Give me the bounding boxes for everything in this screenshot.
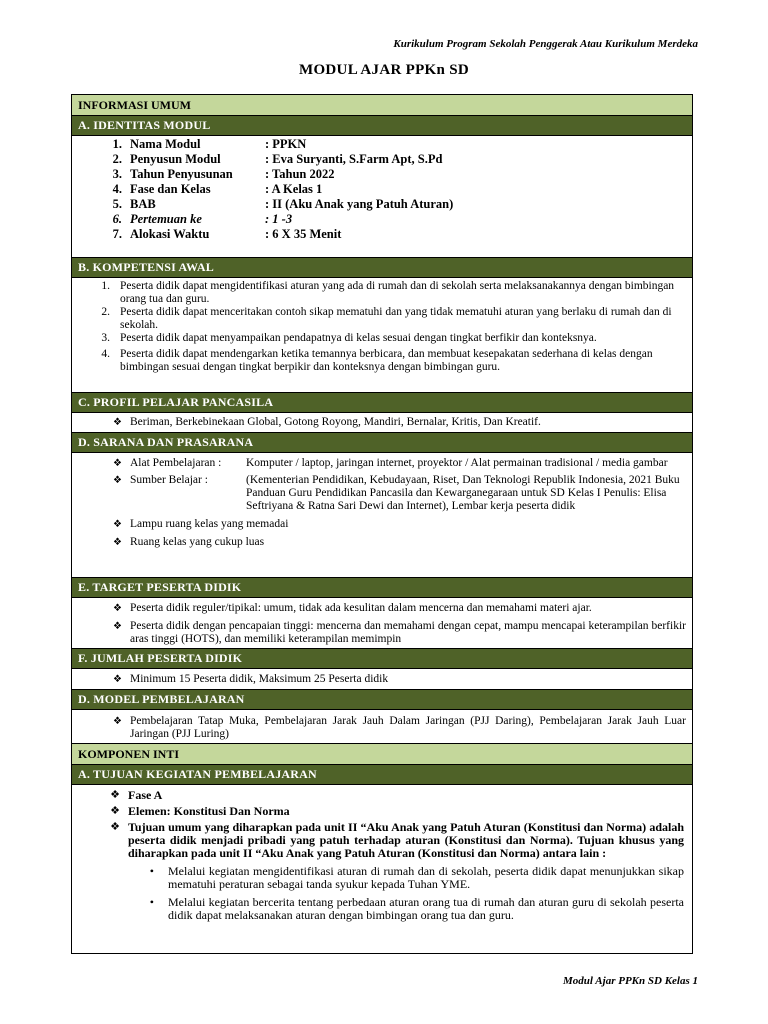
profil-body — [72, 413, 692, 433]
diamond-bullet-icon: ❖ — [113, 716, 122, 727]
item-number: 3. — [101, 332, 110, 344]
diamond-bullet-icon: ❖ — [110, 789, 120, 801]
tujuan-body — [72, 785, 692, 953]
diamond-bullet-icon: ❖ — [113, 417, 122, 428]
diamond-bullet-icon: ❖ — [113, 537, 122, 548]
row-label: Alokasi Waktu — [130, 227, 210, 241]
item-label: Sumber Belajar : — [130, 474, 208, 486]
item-number: 4. — [101, 348, 110, 360]
header-note: Kurikulum Program Sekolah Penggerak Atau Kurikulum Merdeka — [393, 38, 698, 50]
row-number: 1. — [112, 137, 122, 151]
row-value: : 1 -3 — [265, 212, 293, 226]
identitas-row — [72, 197, 692, 212]
item-text: Tujuan umum yang diharapkan pada unit II “Aku Anak yang Patuh Aturan (Konstitusi dan Norma) adalah peserta didik menjadi pribadi yang patuh terhadap aturan (Konstitusi dan Norma). Tujuan khusus yang diharapkan pada unit II “Aku Anak yang Patuh Aturan (Konstitusi dan Norma) antara lain : — [128, 820, 684, 860]
model-heading: D. MODEL PEMBELAJARAN — [72, 690, 692, 710]
item-text: Melalui kegiatan mengidentifikasi aturan di rumah dan di sekolah, peserta didik dapat menunjukkan sikap mematuhi peraturan sebagai tanda syukur kepada Tuhan YME. — [168, 864, 684, 891]
diamond-bullet-icon: ❖ — [113, 519, 122, 530]
list-item — [72, 620, 692, 646]
diamond-bullet-icon: ❖ — [113, 621, 122, 632]
bullet-dot-icon: • — [149, 864, 154, 878]
list-item — [72, 789, 692, 802]
sarana-body — [72, 453, 692, 578]
diamond-bullet-icon: ❖ — [110, 805, 120, 817]
row-number: 2. — [112, 152, 122, 166]
model-body — [72, 710, 692, 744]
kompetensi-item — [72, 332, 692, 345]
row-label: Tahun Penyusunan — [130, 167, 233, 181]
row-number: 7. — [112, 227, 122, 241]
target-heading: E. TARGET PESERTA DIDIK — [72, 578, 692, 598]
profil-heading: C. PROFIL PELAJAR PANCASILA — [72, 393, 692, 413]
item-text: Elemen: Konstitusi Dan Norma — [128, 804, 290, 818]
item-number: 1. — [101, 280, 110, 292]
kompetensi-item — [72, 280, 692, 306]
kompetensi-body — [72, 278, 692, 393]
row-value: : Tahun 2022 — [265, 167, 335, 181]
row-number: 4. — [112, 182, 122, 196]
identitas-row — [72, 167, 692, 182]
list-item — [72, 805, 692, 818]
list-item — [72, 518, 692, 531]
item-text: Ruang kelas yang cukup luas — [130, 536, 265, 548]
list-item — [72, 865, 692, 891]
identitas-heading: A. IDENTITAS MODUL — [72, 116, 692, 136]
row-label: Fase dan Kelas — [130, 182, 211, 196]
row-number: 5. — [112, 197, 122, 211]
kompetensi-item — [72, 348, 692, 374]
list-item — [72, 896, 692, 922]
list-item — [72, 474, 692, 513]
row-number: 3. — [112, 167, 122, 181]
list-item — [72, 715, 692, 741]
bullet-dot-icon: • — [149, 895, 154, 909]
item-text: Lampu ruang kelas yang memadai — [130, 518, 289, 530]
item-text: Peserta didik dapat menceritakan contoh sikap mematuhi dan yang tidak mematuhi aturan yang berlaku di rumah dan di sekolah. — [120, 306, 672, 331]
item-text: Peserta didik dapat mendengarkan ketika temannya berbicara, dan membuat kesepakatan sederhana di kelas dengan bimbingan sesuai dengan tingkat berpikir dan konteksnya dengan bimbingan guru. — [120, 348, 653, 373]
diamond-bullet-icon: ❖ — [113, 674, 122, 685]
list-item — [72, 416, 692, 429]
row-value: : PPKN — [265, 137, 307, 151]
identitas-row — [72, 182, 692, 197]
item-text: (Kementerian Pendidikan, Kebudayaan, Riset, Dan Teknologi Republik Indonesia, 2021 Buku Panduan Guru Pendidikan Pancasila dan Kewarganegaraan untuk SD Kelas I Penulis: Elisa Seftriyana & Ratna Sari Dewi dan Internet), Lembar kerja peserta didik — [246, 474, 680, 512]
identitas-body — [72, 136, 692, 258]
page-title: MODUL AJAR PPKn SD — [299, 62, 469, 78]
list-item — [72, 821, 692, 860]
list-item — [72, 457, 692, 470]
informasi-umum-heading: INFORMASI UMUM — [72, 95, 692, 116]
module-table — [71, 94, 693, 954]
item-text: Pembelajaran Tatap Muka, Pembelajaran Jarak Jauh Dalam Jaringan (PJJ Daring), Pembelajaran Jarak Jauh Luar Jaringan (PJJ Luring) — [130, 715, 686, 740]
item-text: Peserta didik dengan pencapaian tinggi: mencerna dan memahami dengan cepat, mampu mencapai keterampilan berfikir aras tinggi (HOTS), dan memiliki keterampilan memimpin — [130, 620, 686, 645]
kompetensi-heading: B. KOMPETENSI AWAL — [72, 258, 692, 278]
row-value: : 6 X 35 Menit — [265, 227, 342, 241]
item-text: Peserta didik reguler/tipikal: umum, tidak ada kesulitan dalam mencerna dan memahami materi ajar. — [130, 602, 592, 614]
row-label: Nama Modul — [130, 137, 201, 151]
row-number: 6. — [112, 212, 122, 226]
diamond-bullet-icon: ❖ — [113, 603, 122, 614]
list-item — [72, 673, 692, 686]
list-item — [72, 536, 692, 549]
kompetensi-item — [72, 306, 692, 332]
row-label: Penyusun Modul — [130, 152, 221, 166]
identitas-row — [72, 227, 692, 242]
item-number: 2. — [101, 306, 110, 318]
item-text: Minimum 15 Peserta didik, Maksimum 25 Peserta didik — [130, 673, 389, 685]
row-value: : A Kelas 1 — [265, 182, 323, 196]
tujuan-heading: A. TUJUAN KEGIATAN PEMBELAJARAN — [72, 765, 692, 785]
jumlah-body — [72, 669, 692, 690]
item-text: Komputer / laptop, jaringan internet, proyektor / Alat permainan tradisional / media gambar — [246, 457, 668, 469]
item-text: Peserta didik dapat mengidentifikasi aturan yang ada di rumah dan di sekolah serta melaksanakannya dengan bimbingan orang tua dan guru. — [120, 280, 675, 305]
diamond-bullet-icon: ❖ — [110, 821, 120, 833]
item-text: Beriman, Berkebinekaan Global, Gotong Royong, Mandiri, Bernalar, Kritis, Dan Kreatif. — [130, 416, 541, 428]
item-text: Melalui kegiatan bercerita tentang perbedaan aturan orang tua di rumah dan aturan guru di sekolah peserta didik dapat melaksanakan aturan dengan bimbingan orang tua dan guru. — [168, 895, 684, 922]
item-text: Fase A — [128, 788, 163, 802]
item-label: Alat Pembelajaran : — [130, 457, 222, 469]
footer-note: Modul Ajar PPKn SD Kelas 1 — [563, 975, 698, 987]
diamond-bullet-icon: ❖ — [113, 458, 122, 469]
komponen-inti-heading: KOMPONEN INTI — [72, 744, 692, 765]
row-value: : II (Aku Anak yang Patuh Aturan) — [265, 197, 454, 211]
row-value: : Eva Suryanti, S.Farm Apt, S.Pd — [265, 152, 443, 166]
item-text: Peserta didik dapat menyampaikan pendapatnya di kelas sesuai dengan tingkat berfikir dan konteksnya. — [120, 332, 597, 344]
identitas-row — [72, 212, 692, 227]
list-item — [72, 602, 692, 615]
jumlah-heading: F. JUMLAH PESERTA DIDIK — [72, 649, 692, 669]
target-body — [72, 598, 692, 649]
diamond-bullet-icon: ❖ — [113, 475, 122, 486]
row-label: Pertemuan ke — [130, 212, 202, 226]
identitas-row — [72, 152, 692, 167]
sarana-heading: D. SARANA DAN PRASARANA — [72, 433, 692, 453]
row-label: BAB — [130, 197, 156, 211]
identitas-row — [72, 137, 692, 152]
